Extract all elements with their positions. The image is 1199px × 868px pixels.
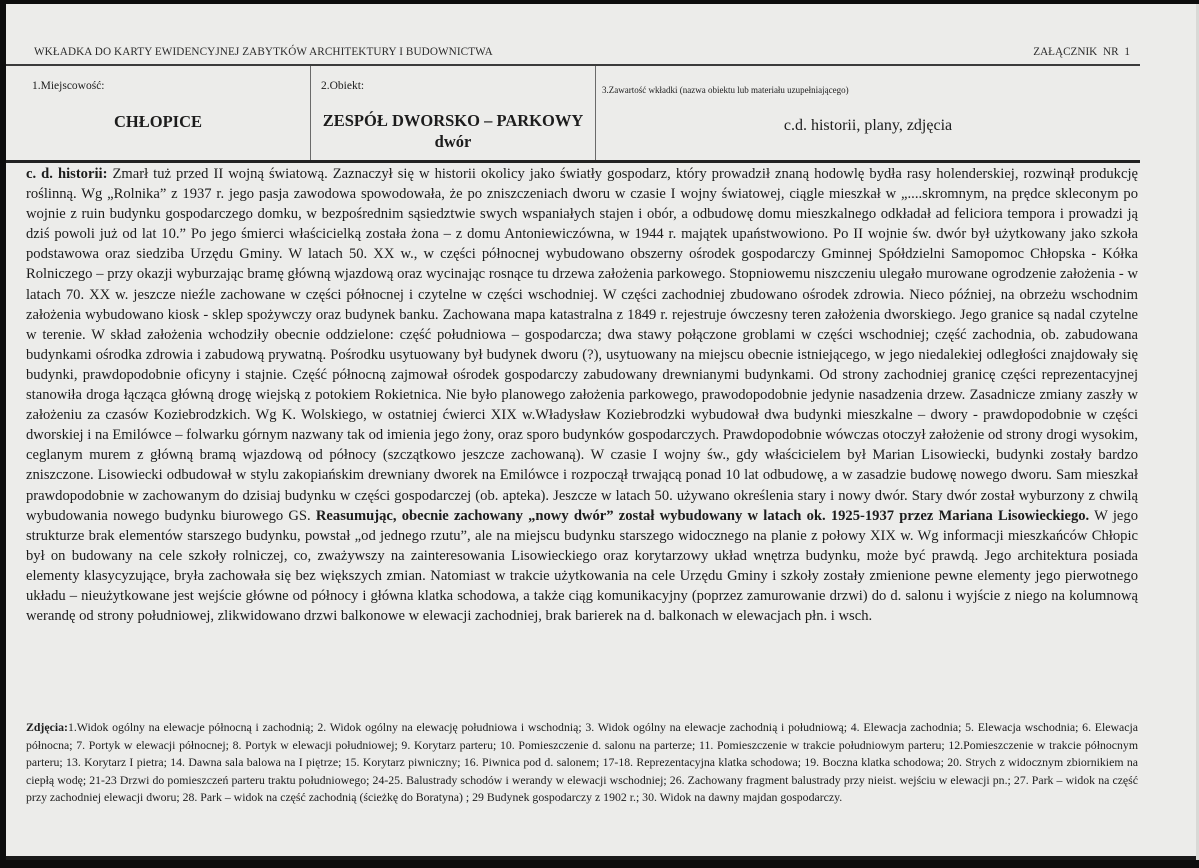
annex-label: ZAŁĄCZNIK NR 1 (1033, 46, 1130, 58)
divider-middle (6, 160, 1140, 163)
field-contents-label: 3.Zawartość wkładki (nazwa obiektu lub materiału uzupełniającego) (602, 85, 849, 95)
history-text-part1: Zmarł tuż przed II wojną światową. Zaznaczył się w historii okolicy jako światły gospodarz, który prowadził znaną hodowlę bydła rasy holenderskiej, rozwinął produkcję roślinną. Wg „Rolnika” z 1937 r. jego pasja zawodowa spowodowała, że po zniszczeniach dworu w czasie I wojny światowej, ciągle mieszkał w „....skromnym, na prędce skleconym po wojnie z ruin budynku gospodarczego domku, w bezpośrednim sąsiedztwie swych wspaniałych stajen i obór, a odbudowę domu mieszkalnego odkładał ad feliciora tempora i prowadzi ją dziś powoli już od lat 10.” Po jego śmierci właścicielką została żona – z domu Antoniewiczówna, w 1944 r. majątek upaństwowiono. Po II wojnie św. dwór był użytkowany jako szkoła podstawowa oraz siedziba Urzędu Gminy. W latach 50. XX w., w części północnej wybudowano obszerny ośrodek gospodarczy Gminnej Spółdzielni Samopomoc Chłopska - Kółka Rolniczego – przy okazji wyburzając bramę główną wjazdową oraz wycinając rosnące tu drzewa założenia parkowego. Stopniowemu niszczeniu ulegało murowane ogrodzenie założenia - w latach 70. XX w. jeszcze nieźle zachowane w części północnej i czytelne w części wschodniej. W części zachodniej zbudowano ośrodek zdrowia. Nieco później, na obrzeżu wschodnim założenia wybudowano kiosk - sklep spożywczy oraz budynek banku. Zachowana mapa katastralna z 1849 r. rejestruje ówczesny teren założenia dworskiego. Jego granice są nadal czytelne w terenie. W skład założenia wchodziły obecnie oddzielone: część południowa – gospodarcza; dwa stawy połączone groblami w części wschodniej; część zachodnia, ob. zabudowana budynkami ośrodka zdrowia i zabudową prywatną. Pośrodku usytuowany był budynek dworu (?), usytuowany na miejscu obecnie istniejącego, w jego niedalekiej odległości znajdowały się budynki, prawdopodobnie oficyny i stajnie. Część północną zajmował ośrodek gospodarczy zabudowany drewnianymi budynkami. Od strony zachodniej granicę części reprezentacyjnej stanowiła droga łącząca główną drogę wiejską z potokiem Rokietnica. Nie było planowego założenia parkowego, prawodopodobnie jedynie nasadzenia drzew. Zasadnicze zmiany zaszły w założeniu za czasów Koziebrodzkich. Wg K. Wolskiego, w ostatniej ćwierci XIX w.Władysław Koziebrodzki wybudował dwa budynki mieszkalne – dwory - prawdopodobnie w części dworskiej i na Emilówce – folwarku górnym nazwany tak od imienia jego żony, oraz sporo budynków gospodarczych. Prawdopodobnie wówczas otoczył założenie od strony drogi wysokim, ceglanym murem z główną bramą wjazdową od północy (szczątkowo jeszcze zachowaną). W czasie I wojny św., gdy właścicielem był Marian Lisowiecki, budynki zostały bardzo zniszczone. Lisowiecki odbudował w stylu zakopiańskim drewniany dworek na Emilówce i rozpoczął trwającą ponad 10 lat odbudowę, a w zasadzie budowę nowego dworu. Sam mieszkał prawdopodobnie w zachowanym do dzisiaj budynku w części gospodarczej (ob. apteka). Jeszcze w latach 50. używano określenia stary i nowy dwór. Stary dwór został wyburzony z chwilą wybudowania nowego budynku biurowego GS. (26, 166, 1138, 524)
field-object-value (311, 110, 595, 152)
photo-list-heading: Zdjęcia: (26, 720, 68, 734)
field-object-value-line2: dwór (434, 132, 472, 151)
history-summary: Reasumując, obecnie zachowany „nowy dwór” został wybudowany w latach ok. 1925-1937 przez Mariana Lisowieckiego. (315, 507, 1090, 524)
photo-list-text: 1.Widok ogólny na elewacje północną i zachodnią; 2. Widok ogólny na elewację południowa i wschodnią; 3. Widok ogólny na elewacje zachodnią i południową; 4. Elewacja zachodnia; 5. Elewacja wschodnia; 6. Elewacja północna; 7. Portyk w elewacji północnej; 8. Portyk w elewacji południowej; 9. Korytarz parteru; 10. Pomieszczenie d. salonu na parterze; 11. Pomieszczenie w trakcie południowym parteru; 12.Pomieszczenie w trakcie północnym parteru; 13. Korytarz I pietra; 14. Dawna sala balowa na I piętrze; 15. Korytarz piwniczny; 16. Piwnica pod d. salonem; 17-18. Reprezentacyjna klatka schodowa; 19. Boczna klatka schodowa; 20. Strych z widocznym zbiornikiem na ciepłą wodę; 21-23 Drzwi do pomieszczeń parteru traktu południowego; 24-25. Balustrady schodów i werandy w elewacji wschodniej; 26. Zachowany fragment balustrady przy nieist. wejściu w elewacji pn.; 27. Park – widok na część przy zachodniej elewacji dworu; 28. Park – widok na część zachodnią (ścieżkę do Boratyna) ; 29 Budynek gospodarczy z 1902 r.; 30. Widok na dawny majdan gospodarczy. (26, 720, 1138, 805)
scanned-document-page (6, 4, 1199, 860)
form-title: WKŁADKA DO KARTY EWIDENCYJNEJ ZABYTKÓW ARCHITEKTURY I BUDOWNICTWA (34, 46, 493, 58)
history-text-part2: W jego strukturze brak elementów starszego budynku, powstał „od jednego rzutu”, ale na miejscu budynku starszego widocznego na planie z połowy XIX w. Wg informacji mieszkańców Chłopic był on budowany na cele szkoły rolniczej, co, zważywszy na zainteresowania Lisowieckiego oraz korytarzowy układ wnętrza budynku, może być prawdą. Jego architektura posiada elementy klasycyzujące, bryła zachowała się bez większych zmian. Natomiast w trakcie użytkowania na cele Urzędu Gminy i szkoły zostały zmienione pewne elementy jego pierwotnego układu – nieużytkowane jest wejście główne od północy i główna klatka schodowa, a także ciąg komunikacyjny (poprzez zamurowanie drzwi) do d. salonu i wyjście z niego na kolumnową werandę od strony południowej, zlikwidowano drzwi balkonowe w elewacji zachodniej, brak barierek na d. balkonach w elewacjach płn. i wsch. (26, 507, 1138, 625)
history-paragraph (26, 164, 1138, 626)
field-locality-label: 1.Miejscowość: (32, 80, 105, 92)
history-heading: c. d. historii: (26, 166, 108, 182)
field-contents-value: c.d. historii, plany, zdjęcia (783, 117, 953, 134)
field-locality-value: CHŁOPICE (113, 112, 202, 131)
header-fields (6, 66, 1140, 161)
field-locality (6, 66, 311, 161)
field-object (311, 66, 596, 161)
field-object-label: 2.Obiekt: (321, 80, 365, 92)
scan-bottom-edge (6, 856, 1196, 860)
field-object-value-line1: ZESPÓŁ DWORSKO – PARKOWY (322, 111, 584, 130)
field-contents (596, 66, 1140, 161)
photo-list (26, 719, 1138, 807)
